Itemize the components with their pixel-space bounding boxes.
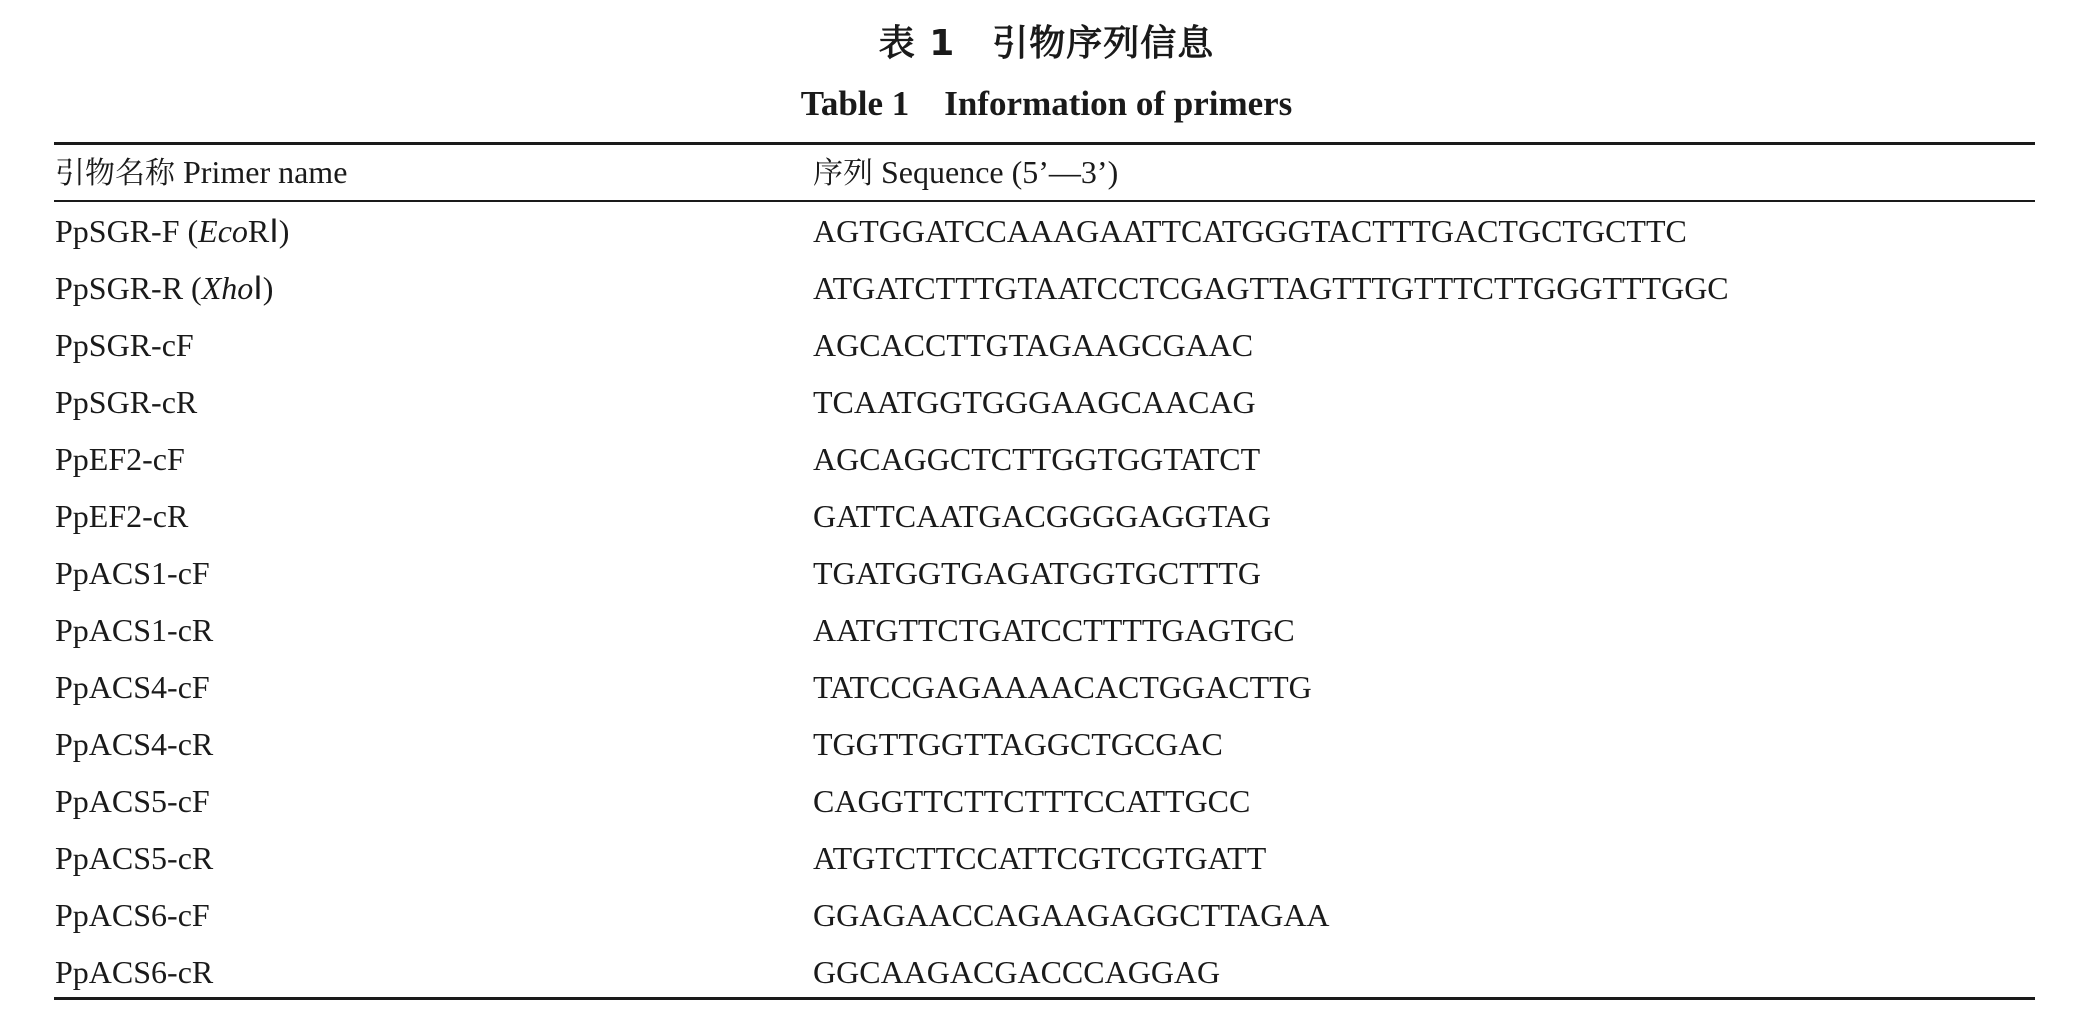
primer-sequence-cell: AGCAGGCTCTTGGTGGTATCT bbox=[813, 441, 1261, 477]
primer-name-cell bbox=[55, 211, 289, 251]
primer-name-cell: PpACS6-cR bbox=[55, 954, 214, 990]
primer-name-prefix: PpSGR-F ( bbox=[55, 213, 199, 249]
primer-sequence-cell: GGCAAGACGACCCAGGAG bbox=[813, 954, 1221, 990]
header-rule bbox=[54, 200, 2035, 202]
primer-name-prefix: PpSGR-R ( bbox=[55, 270, 202, 306]
primer-name-suffix: RⅠ) bbox=[247, 213, 290, 249]
primer-sequence-cell: ATGATCTTTGTAATCCTCGAGTTAGTTTGTTTCTTGGGTTTGGC bbox=[813, 270, 1729, 306]
primer-name-suffix: Ⅰ) bbox=[253, 270, 274, 306]
column-header-sequence bbox=[813, 152, 1118, 194]
primer-sequence-cell: GGAGAACCAGAAGAGGCTTAGAA bbox=[813, 897, 1330, 933]
primer-name-cell: PpACS1-cR bbox=[55, 612, 214, 648]
primer-sequence-cell: AATGTTCTGATCCTTTTGAGTGC bbox=[813, 612, 1295, 648]
primer-name-cell: PpEF2-cF bbox=[55, 441, 185, 477]
column-header-primer-name-en: Primer name bbox=[175, 154, 348, 190]
primer-name-cell: PpSGR-cF bbox=[55, 327, 194, 363]
primer-sequence-cell: GATTCAATGACGGGGAGGTAG bbox=[813, 498, 1271, 534]
primer-sequence-cell: TATCCGAGAAAACACTGGACTTG bbox=[813, 669, 1312, 705]
primer-name-cell: PpACS6-cF bbox=[55, 897, 210, 933]
enzyme-name-italic: Eco bbox=[198, 213, 248, 249]
bottom-rule bbox=[54, 997, 2035, 1000]
top-rule bbox=[54, 142, 2035, 145]
primer-name-cell: PpACS4-cF bbox=[55, 669, 210, 705]
table-title-chinese: 表 1 引物序列信息 bbox=[878, 23, 1215, 64]
primer-name-cell: PpEF2-cR bbox=[55, 498, 189, 534]
primer-name-cell bbox=[55, 268, 273, 308]
primer-name-cell: PpACS4-cR bbox=[55, 726, 214, 762]
primer-sequence-cell: TGATGGTGAGATGGTGCTTTG bbox=[813, 555, 1261, 591]
primer-sequence-cell: TGGTTGGTTAGGCTGCGAC bbox=[813, 726, 1223, 762]
primer-sequence-cell: AGCACCTTGTAGAAGCGAAC bbox=[813, 327, 1254, 363]
primer-name-cell: PpACS5-cF bbox=[55, 783, 210, 819]
primer-sequence-cell: ATGTCTTCCATTCGTCGTGATT bbox=[813, 840, 1267, 876]
primer-sequence-cell: AGTGGATCCAAAGAATTCATGGGTACTTTGACTGCTGCTTC bbox=[813, 213, 1687, 249]
column-header-sequence-cn: 序列 bbox=[813, 156, 873, 191]
column-header-sequence-en: Sequence (5’—3’) bbox=[873, 154, 1119, 190]
enzyme-name-italic: Xho bbox=[201, 270, 254, 306]
column-header-primer-name-cn: 引物名称 bbox=[55, 156, 175, 191]
primer-name-cell: PpACS1-cF bbox=[55, 555, 210, 591]
primer-sequence-cell: CAGGTTCTTCTTTCCATTGCC bbox=[813, 783, 1251, 819]
primer-name-cell: PpSGR-cR bbox=[55, 384, 198, 420]
table-title-english: Table 1 Information of primers bbox=[800, 84, 1293, 123]
primer-sequence-cell: TCAATGGTGGGAAGCAACAG bbox=[813, 384, 1256, 420]
primer-name-cell: PpACS5-cR bbox=[55, 840, 214, 876]
column-header-primer-name bbox=[55, 152, 347, 194]
